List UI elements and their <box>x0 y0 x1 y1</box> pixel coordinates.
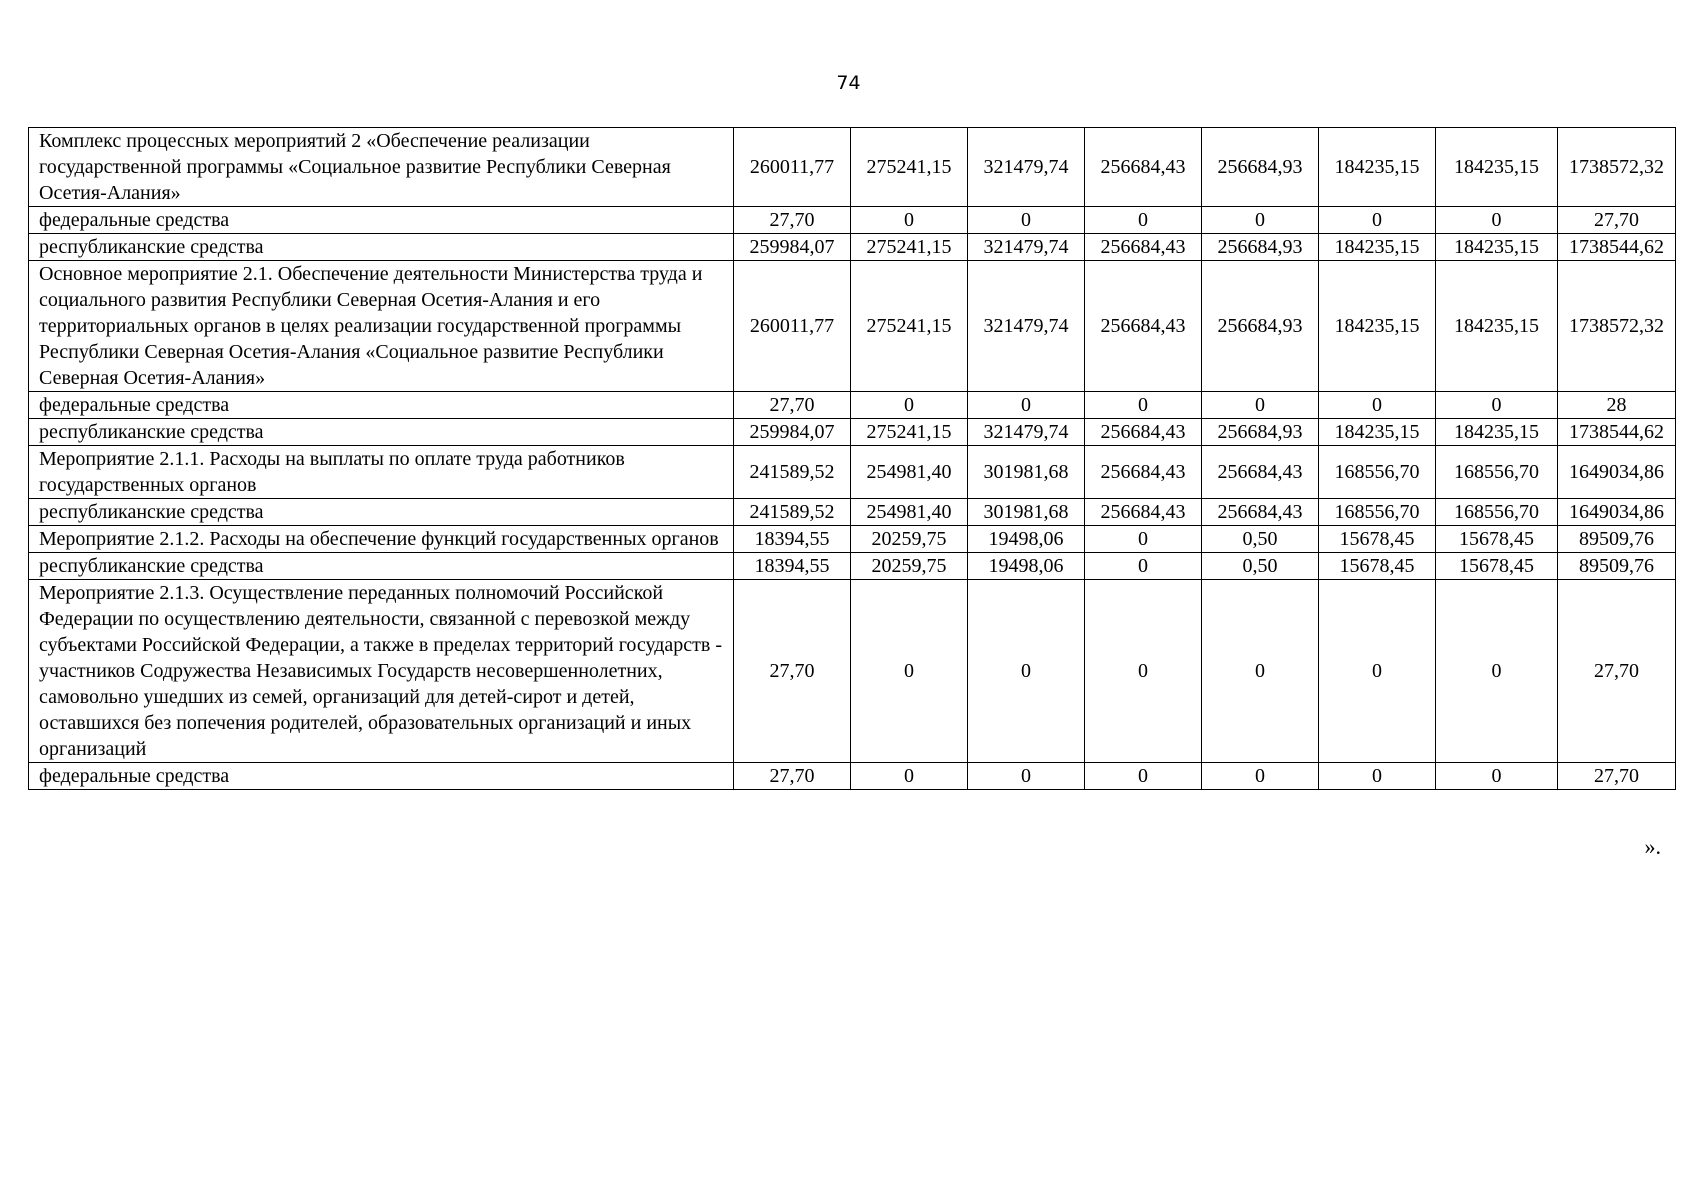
value-cell: 0 <box>851 392 968 419</box>
value-cell: 256684,93 <box>1202 234 1319 261</box>
row-label: республиканские средства <box>29 499 734 526</box>
value-cell: 0 <box>968 392 1085 419</box>
value-cell: 18394,55 <box>734 526 851 553</box>
value-cell: 168556,70 <box>1436 446 1558 499</box>
value-cell: 0 <box>851 580 968 763</box>
value-cell: 0 <box>1085 392 1202 419</box>
row-label: Мероприятие 2.1.2. Расходы на обеспечение функций государственных органов <box>29 526 734 553</box>
row-label: Основное мероприятие 2.1. Обеспечение деятельности Министерства труда и социального развития Республики Северная Осетия-Алания и его территориальных органов в целях реализации государственной программы Республики Северная Осетия-Алания «Социальное развитие Республики Северная Осетия-Алания» <box>29 261 734 392</box>
row-label: республиканские средства <box>29 553 734 580</box>
value-cell: 256684,43 <box>1085 446 1202 499</box>
value-cell: 256684,43 <box>1085 234 1202 261</box>
value-cell: 27,70 <box>1558 763 1676 790</box>
value-cell: 1738544,62 <box>1558 419 1676 446</box>
value-cell: 256684,43 <box>1085 499 1202 526</box>
value-cell: 168556,70 <box>1319 499 1436 526</box>
table-row <box>29 234 1676 261</box>
value-cell: 241589,52 <box>734 499 851 526</box>
table-row <box>29 580 1676 763</box>
value-cell: 89509,76 <box>1558 526 1676 553</box>
row-label: Комплекс процессных мероприятий 2 «Обеспечение реализации государственной программы «Социальное развитие Республики Северная Осетия-Алания» <box>29 128 734 207</box>
value-cell: 260011,77 <box>734 128 851 207</box>
value-cell: 184235,15 <box>1319 128 1436 207</box>
closing-quote-mark: ». <box>1644 834 1661 859</box>
value-cell: 0 <box>1085 580 1202 763</box>
value-cell: 260011,77 <box>734 261 851 392</box>
table-row <box>29 128 1676 207</box>
row-label: Мероприятие 2.1.1. Расходы на выплаты по оплате труда работников государственных органов <box>29 446 734 499</box>
value-cell: 0 <box>1202 207 1319 234</box>
value-cell: 28 <box>1558 392 1676 419</box>
value-cell: 301981,68 <box>968 499 1085 526</box>
value-cell: 0 <box>1085 207 1202 234</box>
value-cell: 1649034,86 <box>1558 499 1676 526</box>
value-cell: 0,50 <box>1202 553 1319 580</box>
table-row <box>29 419 1676 446</box>
table-row <box>29 553 1676 580</box>
value-cell: 0 <box>1319 207 1436 234</box>
value-cell: 0 <box>851 207 968 234</box>
value-cell: 1738572,32 <box>1558 128 1676 207</box>
row-label: Мероприятие 2.1.3. Осуществление переданных полномочий Российской Федерации по осуществлению деятельности, связанной с перевозкой между субъектами Российской Федерации, а также в пределах территорий государств - участников Содружества Независимых Государств несовершеннолетних, самовольно ушедших из семей, организаций для детей-сирот и детей, оставшихся без попечения родителей, образовательных организаций и иных организаций <box>29 580 734 763</box>
value-cell: 0 <box>1085 553 1202 580</box>
value-cell: 15678,45 <box>1436 553 1558 580</box>
value-cell: 259984,07 <box>734 419 851 446</box>
value-cell: 254981,40 <box>851 446 968 499</box>
value-cell: 168556,70 <box>1319 446 1436 499</box>
value-cell: 1738572,32 <box>1558 261 1676 392</box>
value-cell: 275241,15 <box>851 234 968 261</box>
value-cell: 15678,45 <box>1319 553 1436 580</box>
budget-table <box>28 127 1676 790</box>
value-cell: 0 <box>1085 526 1202 553</box>
value-cell: 0,50 <box>1202 526 1319 553</box>
value-cell: 1649034,86 <box>1558 446 1676 499</box>
value-cell: 0 <box>1319 763 1436 790</box>
value-cell: 27,70 <box>734 392 851 419</box>
value-cell: 321479,74 <box>968 234 1085 261</box>
value-cell: 27,70 <box>1558 580 1676 763</box>
table-row <box>29 499 1676 526</box>
value-cell: 301981,68 <box>968 446 1085 499</box>
value-cell: 275241,15 <box>851 128 968 207</box>
value-cell: 0 <box>1436 392 1558 419</box>
value-cell: 275241,15 <box>851 261 968 392</box>
value-cell: 184235,15 <box>1436 261 1558 392</box>
value-cell: 241589,52 <box>734 446 851 499</box>
value-cell: 0 <box>968 207 1085 234</box>
value-cell: 184235,15 <box>1319 261 1436 392</box>
value-cell: 0 <box>968 763 1085 790</box>
row-label: федеральные средства <box>29 207 734 234</box>
value-cell: 256684,93 <box>1202 419 1319 446</box>
row-label: республиканские средства <box>29 419 734 446</box>
value-cell: 256684,93 <box>1202 128 1319 207</box>
value-cell: 184235,15 <box>1436 128 1558 207</box>
value-cell: 0 <box>1319 580 1436 763</box>
value-cell: 0 <box>851 763 968 790</box>
table-row <box>29 392 1676 419</box>
value-cell: 89509,76 <box>1558 553 1676 580</box>
value-cell: 321479,74 <box>968 128 1085 207</box>
value-cell: 1738544,62 <box>1558 234 1676 261</box>
table-row <box>29 261 1676 392</box>
value-cell: 321479,74 <box>968 419 1085 446</box>
value-cell: 0 <box>968 580 1085 763</box>
value-cell: 18394,55 <box>734 553 851 580</box>
value-cell: 168556,70 <box>1436 499 1558 526</box>
value-cell: 0 <box>1085 763 1202 790</box>
value-cell: 256684,43 <box>1085 128 1202 207</box>
value-cell: 27,70 <box>734 580 851 763</box>
value-cell: 0 <box>1202 763 1319 790</box>
value-cell: 15678,45 <box>1319 526 1436 553</box>
value-cell: 256684,43 <box>1202 446 1319 499</box>
value-cell: 0 <box>1202 392 1319 419</box>
table-row <box>29 763 1676 790</box>
table-row <box>29 446 1676 499</box>
value-cell: 0 <box>1436 763 1558 790</box>
value-cell: 256684,43 <box>1085 419 1202 446</box>
value-cell: 256684,93 <box>1202 261 1319 392</box>
value-cell: 256684,43 <box>1085 261 1202 392</box>
value-cell: 27,70 <box>734 763 851 790</box>
value-cell: 259984,07 <box>734 234 851 261</box>
value-cell: 20259,75 <box>851 553 968 580</box>
row-label: федеральные средства <box>29 763 734 790</box>
row-label: федеральные средства <box>29 392 734 419</box>
row-label: республиканские средства <box>29 234 734 261</box>
value-cell: 0 <box>1319 392 1436 419</box>
value-cell: 27,70 <box>1558 207 1676 234</box>
value-cell: 15678,45 <box>1436 526 1558 553</box>
value-cell: 20259,75 <box>851 526 968 553</box>
value-cell: 321479,74 <box>968 261 1085 392</box>
value-cell: 184235,15 <box>1319 234 1436 261</box>
value-cell: 254981,40 <box>851 499 968 526</box>
value-cell: 184235,15 <box>1436 234 1558 261</box>
value-cell: 184235,15 <box>1436 419 1558 446</box>
budget-table-body <box>29 128 1676 790</box>
value-cell: 19498,06 <box>968 553 1085 580</box>
page-number: 74 <box>836 72 861 94</box>
value-cell: 0 <box>1202 580 1319 763</box>
table-row <box>29 526 1676 553</box>
value-cell: 0 <box>1436 580 1558 763</box>
value-cell: 19498,06 <box>968 526 1085 553</box>
value-cell: 0 <box>1436 207 1558 234</box>
table-row <box>29 207 1676 234</box>
value-cell: 27,70 <box>734 207 851 234</box>
value-cell: 256684,43 <box>1202 499 1319 526</box>
value-cell: 275241,15 <box>851 419 968 446</box>
value-cell: 184235,15 <box>1319 419 1436 446</box>
